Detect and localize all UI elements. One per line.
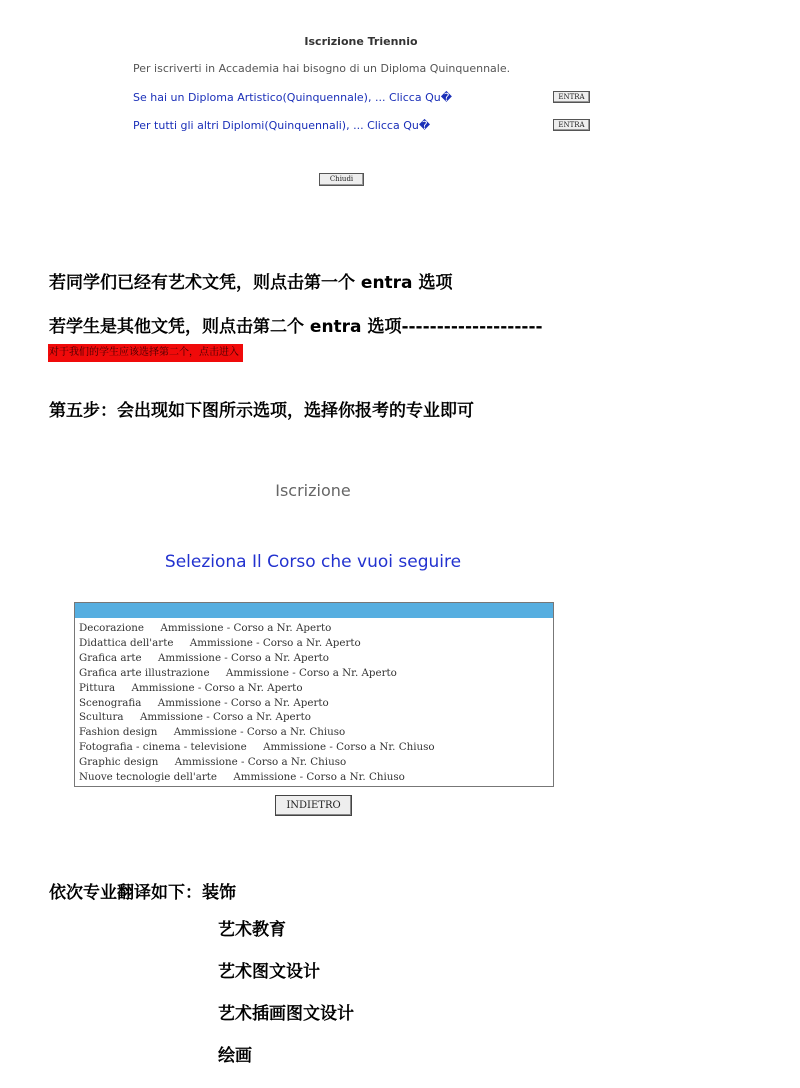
course-listbox[interactable]	[74, 602, 554, 787]
selected-row-highlight[interactable]	[75, 603, 553, 618]
course-option[interactable]: Decorazione Ammissione - Corso a Nr. Aperto	[79, 622, 332, 634]
translation-item: 艺术插画图文设计	[218, 1004, 354, 1024]
entra-button-artistic[interactable]: ENTRA	[553, 91, 590, 103]
option-other-diploma-text: Per tutti gli altri Diplomi(Quinquennali), ... Clicca Qu�	[133, 119, 431, 132]
translations-list	[218, 878, 354, 1088]
back-button[interactable]: INDIETRO	[275, 795, 352, 816]
course-option[interactable]: Grafica arte illustrazione Ammissione - Corso a Nr. Aperto	[79, 666, 397, 679]
step-five-heading: 第五步：会出现如下图所示选项，选择你报考的专业即可	[49, 401, 474, 421]
translations-heading	[49, 878, 236, 903]
course-option[interactable]: Grafica arte Ammissione - Corso a Nr. Aperto	[79, 651, 329, 664]
note-first-option: 若同学们已经有艺术文凭，则点击第一个 entra 选项	[49, 273, 453, 293]
course-list	[75, 618, 553, 785]
course-option[interactable]: Fotografia - cinema - televisione Ammissione - Corso a Nr. Chiuso	[79, 741, 435, 754]
course-option[interactable]: Nuove tecnologie dell'arte Ammissione - Corso a Nr. Chiuso	[79, 771, 405, 784]
course-option[interactable]: Didattica dell'arte Ammissione - Corso a Nr. Aperto	[79, 636, 361, 649]
course-option[interactable]: Scenografia Ammissione - Corso a Nr. Aperto	[79, 696, 329, 709]
close-button[interactable]: Chiudi	[319, 173, 364, 186]
translation-item: 艺术教育	[218, 920, 286, 940]
note-second-option: 若学生是其他文凭，则点击第二个 entra 选项--------------------	[49, 317, 543, 337]
course-option[interactable]: Fashion design Ammissione - Corso a Nr. Chiuso	[79, 726, 346, 739]
entra-button-other[interactable]: ENTRA	[553, 119, 590, 131]
highlight-note: 对于我们的学生应该选择第二个，点击进入	[48, 344, 243, 362]
translation-item: 装饰	[202, 883, 236, 903]
course-page-subtitle: Seleziona Il Corso che vuoi seguire	[164, 552, 462, 572]
registration-intro: Per iscriverti in Accademia hai bisogno di un Diploma Quinquennale.	[133, 62, 511, 75]
option-artistic-diploma-text: Se hai un Diploma Artistico(Quinquennale), ... Clicca Qu�	[133, 91, 452, 104]
translation-item: 艺术图文设计	[218, 962, 320, 982]
course-page-title: Iscrizione	[275, 481, 351, 500]
course-option[interactable]: Graphic design Ammissione - Corso a Nr. Chiuso	[79, 756, 347, 769]
registration-title: Iscrizione Triennio	[304, 35, 418, 48]
translations-heading-label: 依次专业翻译如下：	[49, 883, 202, 903]
translation-item: 绘画	[218, 1046, 252, 1066]
course-option[interactable]: Scultura Ammissione - Corso a Nr. Aperto	[79, 711, 311, 724]
course-option[interactable]: Pittura Ammissione - Corso a Nr. Aperto	[79, 681, 303, 694]
